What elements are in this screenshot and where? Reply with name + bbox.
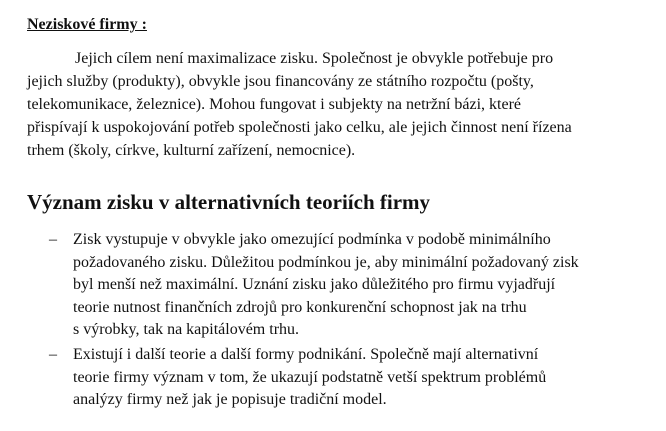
bullet-line: analýzy firmy než jak je popisuje tradiční model.	[73, 391, 387, 408]
bullet-line: teorie firmy význam v tom, že ukazují podstatně vetší spektrum problémů	[73, 368, 547, 386]
nonprofit-paragraph	[27, 47, 617, 162]
bullet-text	[73, 229, 643, 342]
bullet-text	[73, 344, 643, 412]
bullet-line: požadovaného zisku. Důležitou podmínkou je, aby minimální požadovaný zisk	[73, 253, 579, 271]
bullet-line: s výrobky, tak na kapitálovém trhu.	[73, 321, 300, 338]
bullet-line: Existují i další teorie a další formy podnikání. Společně mají alternativní	[73, 346, 539, 363]
paragraph-line: jejich služby (produkty), obvykle jsou financovány ze státního rozpočtu (pošty,	[27, 73, 534, 90]
bullet-line: Zisk vystupuje v obvykle jako omezující podmínka v podobě minimálního	[73, 231, 551, 248]
bullet-dash: –	[49, 346, 57, 363]
section-heading-nonprofit: Neziskové firmy :	[27, 16, 147, 33]
paragraph-line: trhem (školy, církve, kulturní zařízení, nemocnice).	[27, 142, 356, 159]
paragraph-line: Jejich cílem není maximalizace zisku. Společnost je obvykle potřebuje pro	[75, 50, 554, 67]
bullet-dash: –	[49, 231, 57, 248]
bullet-line: byl menší než maximální. Uznání zisku jako důležitého pro firmu vyjadřují	[73, 276, 556, 293]
paragraph-line: přispívají k uspokojování potřeb společnosti jako celku, ale jejich činnost není řízena	[27, 119, 572, 136]
paragraph-line: telekomunikace, železnice). Mohou fungovat i subjekty na netržní bázi, které	[27, 96, 522, 113]
bullet-line: teorie nutnost finančních zdrojů pro konkurenční schopnost jak na trhu	[73, 298, 527, 316]
section-heading-profit-significance: Význam zisku v alternativních teoriích firmy	[27, 190, 431, 214]
